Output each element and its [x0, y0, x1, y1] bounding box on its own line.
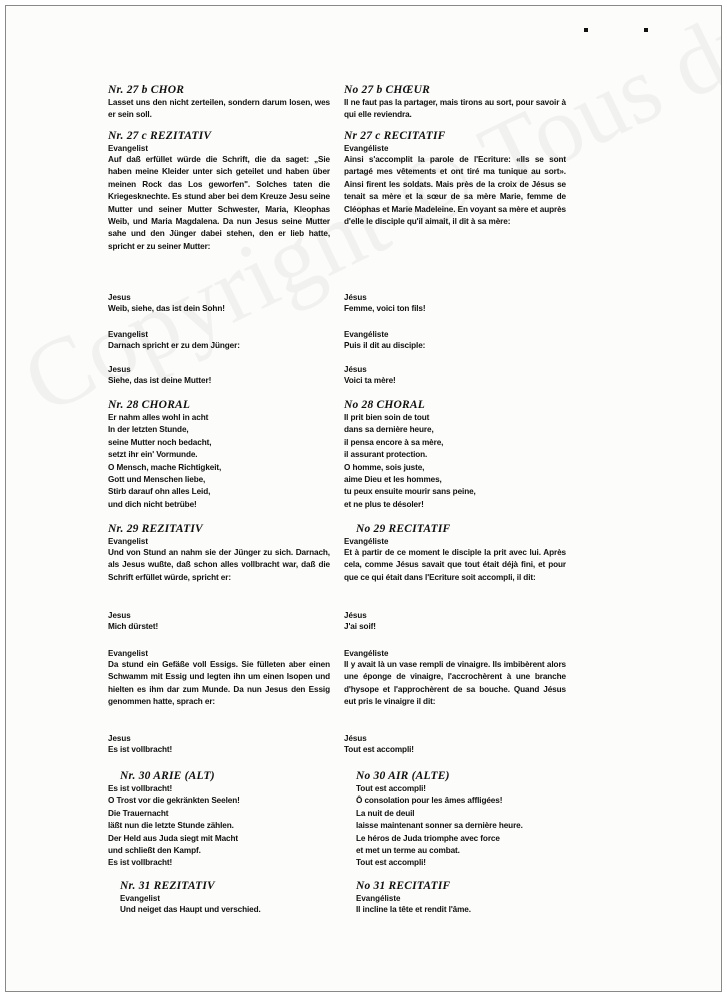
registration-mark	[584, 28, 588, 32]
fr-jesus-2	[344, 364, 566, 387]
verse-line: dans sa dernière heure,	[344, 425, 434, 435]
section-text: J'ai soif!	[344, 622, 376, 631]
section-heading: No 27 b CHŒUR	[344, 84, 430, 96]
speaker-label: Evangelist	[120, 894, 161, 903]
section-heading: Nr. 27 c REZITATIV	[108, 130, 212, 142]
section-text: Darnach spricht er zu dem Jünger:	[108, 341, 240, 350]
speaker-label: Jesus	[108, 365, 131, 374]
verse-line: Die Trauernacht	[108, 808, 169, 818]
speaker-label: Jesus	[108, 293, 131, 302]
speaker-label: Evangelist	[108, 537, 149, 546]
fr-nr30	[344, 770, 566, 870]
verse-line: il assurant protection.	[344, 450, 428, 460]
verse-line: und dich nicht betrübe!	[108, 499, 197, 509]
section-text: Siehe, das ist deine Mutter!	[108, 376, 212, 385]
section-text: Ainsi s'accomplit la parole de l'Ecriture: «Ils se sont partagé mes vêtements et ont tiré ma tunique au sort». Ainsi firent les soldats. Mais près de la croix de Jésus se tenait sa mère et la sœur de sa mère Marie, femme de Cléophas et Marie Madeleine. En voyant sa mère et auprès d'elle le disciple qu'il aimait, il dit à sa mère:	[344, 155, 566, 227]
fr-evangeliste-2	[344, 329, 566, 352]
de-nr30	[108, 770, 330, 870]
verse-line: setzt ihr ein' Vormunde.	[108, 450, 198, 460]
section-text: Es ist vollbracht!	[108, 745, 173, 754]
section-text: Il incline la tête et rendit l'âme.	[356, 905, 471, 914]
verse-line: La nuit de deuil	[356, 808, 415, 818]
section-heading: Nr. 31 REZITATIV	[120, 880, 215, 892]
section-text: Lasset uns den nicht zerteilen, sondern darum losen, wes er sein soll.	[108, 98, 330, 120]
section-text: Und neiget das Haupt und verschied.	[120, 905, 261, 914]
speaker-label: Evangelist	[108, 330, 149, 339]
verse-line: Es ist vollbracht!	[108, 858, 173, 868]
top-marks	[584, 28, 654, 34]
speaker-label: Evangéliste	[344, 649, 389, 658]
speaker-label: Jesus	[108, 734, 131, 743]
verse-line: il pensa encore à sa mère,	[344, 437, 444, 447]
de-nr29	[108, 523, 330, 584]
verse-line: und schließt den Kampf.	[108, 846, 201, 856]
fr-evangeliste-3	[344, 648, 566, 709]
section-heading: No 29 RECITATIF	[356, 523, 451, 535]
de-evangelist-3	[108, 648, 330, 709]
section-text: Auf daß erfüllet würde die Schrift, die da saget: „Sie haben meine Kleider unter sich geteilet und haben über meinen Rock das Los geworfen". Solches taten die Kriegesknechte. Es stund aber bei dem Kreuze Jesu seine Mutter und seiner Mutter Schwester, Maria, Kleophas Weib, und Maria Magdalena. Da nun Jesus seine Mutter sahe und den Jünger dabei stehen, den er lieb hatte, spricht er zu seiner Mutter:	[108, 155, 330, 251]
section-text: Il y avait là un vase rempli de vinaigre. Ils imbibèrent alors une éponge de vinaigre, l'accrochèrent à une branche d'hysope et l'approchèrent de sa bouche. Quand Jésus eut pris le vinaigre il dit:	[344, 660, 566, 707]
section-text: Da stund ein Gefäße voll Essigs. Sie fülleten aber einen Schwamm mit Essig und legten ihn um einen Isopen und hielten es ihm dar zum Munde. Da nun Jesus den Essig genommen hatte, sprach er:	[108, 660, 330, 707]
verse-line: Der Held aus Juda siegt mit Macht	[108, 833, 239, 843]
verse-line: aime Dieu et les hommes,	[344, 475, 442, 485]
verse-line: Ô consolation pour les âmes affligées!	[356, 796, 503, 806]
verse-line: tu peux ensuite mourir sans peine,	[344, 487, 476, 497]
speaker-label: Evangelist	[108, 649, 149, 658]
section-text: Femme, voici ton fils!	[344, 304, 426, 313]
section-heading: Nr. 30 ARIE (ALT)	[120, 770, 215, 782]
speaker-label: Jesus	[108, 611, 131, 620]
de-nr27b	[108, 84, 330, 122]
section-text: Weib, siehe, das ist dein Sohn!	[108, 304, 225, 313]
section-heading: Nr. 29 REZITATIV	[108, 523, 203, 535]
fr-jesus-1	[344, 292, 566, 315]
section-text: Voici ta mère!	[344, 376, 396, 385]
speaker-label: Evangéliste	[344, 144, 389, 153]
fr-jesus-4	[344, 733, 566, 756]
de-nr31	[108, 880, 330, 916]
verse-line: O homme, sois juste,	[344, 462, 425, 472]
verse-line: Stirb darauf ohn alles Leid,	[108, 487, 211, 497]
speaker-label: Jésus	[344, 365, 367, 374]
fr-nr27c	[344, 130, 566, 228]
section-text: Und von Stund an nahm sie der Jünger zu sich. Darnach, als Jesus wußte, daß schon alles vollbracht war, daß die Schrift erfüllet würde, spricht er:	[108, 548, 330, 582]
de-jesus-3	[108, 610, 330, 633]
de-nr28	[108, 399, 330, 511]
section-text: Mich dürstet!	[108, 622, 159, 631]
verse-line: O Mensch, mache Richtigkeit,	[108, 462, 222, 472]
section-text: Tout est accompli!	[344, 745, 414, 754]
de-evangelist-2	[108, 329, 330, 352]
de-jesus-4	[108, 733, 330, 756]
speaker-label: Jésus	[344, 293, 367, 302]
section-heading: No 30 AIR (ALTE)	[356, 770, 450, 782]
section-text: Il ne faut pas la partager, mais tirons au sort, pour savoir à qui elle reviendra.	[344, 98, 566, 120]
verse-line: seine Mutter noch bedacht,	[108, 437, 212, 447]
verse-line: et ne plus te désoler!	[344, 499, 424, 509]
verse-line: Er nahm alles wohl in acht	[108, 413, 209, 422]
section-heading: No 31 RECITATIF	[356, 880, 451, 892]
speaker-label: Jésus	[344, 611, 367, 620]
section-text: Et à partir de ce moment le disciple la prit avec lui. Après cela, comme Jésus savait que tout était déjà fini, et pour que ce qui était dans l'Ecriture soit accompli, il dit:	[344, 548, 566, 582]
speaker-label: Evangéliste	[344, 537, 389, 546]
de-nr27c	[108, 130, 330, 253]
fr-nr28	[344, 399, 566, 511]
section-heading: No 28 CHORAL	[344, 399, 425, 411]
verse-line: Le héros de Juda triomphe avec force	[356, 833, 500, 843]
fr-nr31	[344, 880, 566, 916]
verse-line: O Trost vor die gekränkten Seelen!	[108, 796, 240, 806]
verse-line: läßt nun die letzte Stunde zählen.	[108, 821, 234, 831]
verse-line: Gott und Menschen liebe,	[108, 475, 206, 485]
speaker-label: Evangéliste	[356, 894, 401, 903]
section-heading: Nr. 27 b CHOR	[108, 84, 185, 96]
speaker-label: Evangelist	[108, 144, 149, 153]
verse-line: Il prit bien soin de tout	[344, 413, 430, 422]
fr-nr27b	[344, 84, 566, 122]
registration-mark	[644, 28, 648, 32]
section-heading: Nr. 28 CHORAL	[108, 399, 191, 411]
speaker-label: Jésus	[344, 734, 367, 743]
verse-line: laisse maintenant sonner sa dernière heure.	[356, 821, 523, 831]
verse-line: Es ist vollbracht!	[108, 784, 173, 793]
fr-jesus-3	[344, 610, 566, 633]
verse-line: Tout est accompli!	[356, 784, 426, 793]
verse-line: Tout est accompli!	[356, 858, 426, 868]
verse-line: In der letzten Stunde,	[108, 425, 189, 435]
section-heading: Nr 27 c RECITATIF	[344, 130, 446, 142]
verse-line: et met un terme au combat.	[356, 846, 460, 856]
fr-nr29	[344, 523, 566, 584]
de-jesus-1	[108, 292, 330, 315]
de-jesus-2	[108, 364, 330, 387]
libretto-page	[5, 5, 722, 992]
section-text: Puis il dit au disciple:	[344, 341, 426, 350]
speaker-label: Evangéliste	[344, 330, 389, 339]
